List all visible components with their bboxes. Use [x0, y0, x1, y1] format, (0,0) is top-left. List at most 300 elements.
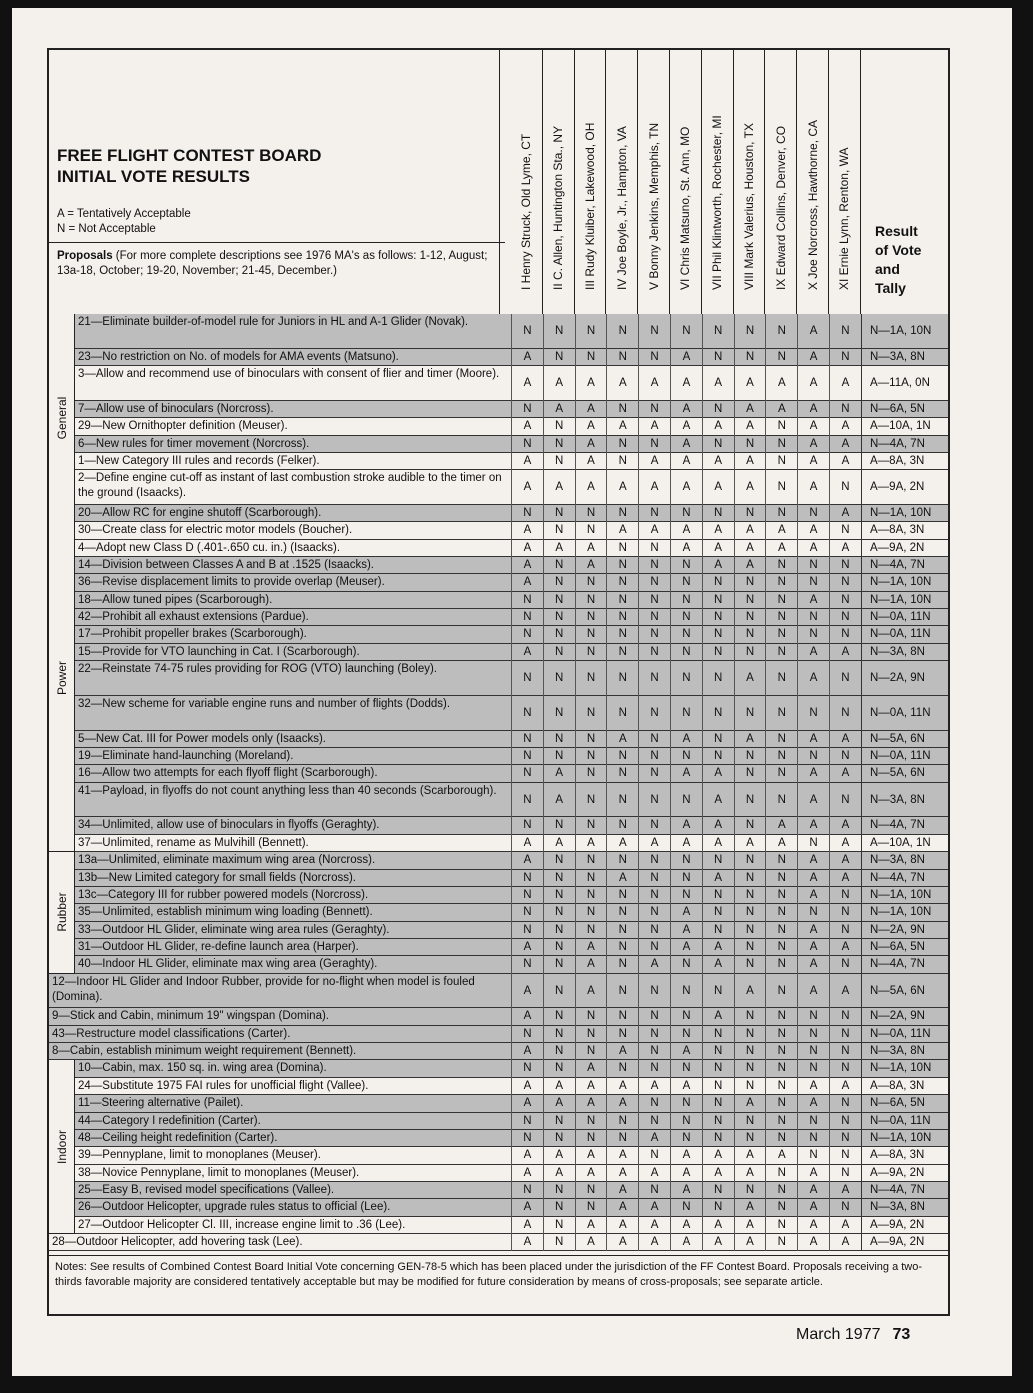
vote-cell: N [543, 1199, 575, 1216]
vote-cell: N [606, 314, 638, 349]
vote-cell: N [702, 644, 734, 661]
vote-cell: N [606, 1113, 638, 1130]
vote-cell: N [734, 574, 766, 591]
vote-cell: N [511, 1060, 543, 1077]
tally-cell: N—2A, 9N [861, 922, 948, 939]
vote-cell: N [765, 956, 797, 973]
vote-cell: N [702, 626, 734, 643]
vote-cell: N [765, 557, 797, 574]
vote-cell: N [829, 349, 861, 366]
tally-cell: A—8A, 3N [861, 522, 948, 539]
vote-cell: A [702, 939, 734, 956]
district-name: I Henry Struck, Old Lyme, CT [519, 133, 534, 290]
vote-cell: A [797, 1078, 829, 1095]
proposal-text: 2—Define engine cut-off as instant of last combustion stroke audible to the timer on the ground (Isaacks). [78, 472, 502, 500]
vote-cell: A [606, 522, 638, 539]
vote-cell: N [829, 470, 861, 505]
vote-cell: N [511, 592, 543, 609]
vote-cell: A [670, 418, 702, 435]
vote-cell: A [702, 453, 734, 470]
vote-cell: N [797, 1043, 829, 1060]
vote-cell: N [511, 904, 543, 921]
vote-cell: N [638, 592, 670, 609]
vote-cell: A [829, 366, 861, 401]
vote-cell: A [797, 817, 829, 834]
proposal-text: 20—Allow RC for engine shutoff (Scarborough). [78, 506, 322, 519]
vote-cell: A [511, 366, 543, 401]
vote-cell: A [670, 1147, 702, 1164]
table-row [49, 956, 948, 973]
vote-cell: A [829, 852, 861, 869]
table-row [49, 904, 948, 921]
proposal-text: 33—Outdoor HL Glider, eliminate wing area rules (Geraghty). [78, 923, 390, 936]
vote-cell: N [511, 626, 543, 643]
vote-cell: N [575, 1026, 607, 1043]
vote-cell: N [575, 661, 607, 696]
tally-cell: A—8A, 3N [861, 1078, 948, 1095]
vote-cell: N [543, 453, 575, 470]
table-row [49, 817, 948, 834]
table-row [49, 470, 948, 505]
vote-cell: A [575, 1147, 607, 1164]
district-name: XI Ernie Lynn, Renton, WA [837, 147, 852, 290]
vote-cell: N [670, 644, 702, 661]
vote-cell: A [829, 731, 861, 748]
vote-cell: N [670, 870, 702, 887]
vote-cell: A [829, 817, 861, 834]
legend-not-acceptable: N = Not Acceptable [57, 223, 156, 235]
vote-cell: N [829, 522, 861, 539]
vote-cell: N [734, 922, 766, 939]
group-label: Rubber [54, 892, 69, 933]
vote-cell: N [543, 1234, 575, 1251]
vote-cell: N [829, 783, 861, 818]
vote-cell: N [734, 939, 766, 956]
vote-cell: N [829, 1199, 861, 1216]
vote-cell: N [638, 505, 670, 522]
vote-cell: N [702, 887, 734, 904]
vote-cell: A [702, 418, 734, 435]
proposal-text: 16—Allow two attempts for each flyoff flight (Scarborough). [78, 767, 378, 780]
vote-cell: N [543, 1182, 575, 1199]
district-name: VI Chris Matsuno, St. Ann, MO [678, 126, 693, 290]
vote-cell: A [606, 731, 638, 748]
vote-cell: N [670, 748, 702, 765]
vote-cell: N [829, 1008, 861, 1025]
vote-cell: N [670, 783, 702, 818]
vote-cell: A [797, 1095, 829, 1112]
vote-cell: N [670, 661, 702, 696]
vote-cell: A [702, 557, 734, 574]
proposal-text: 38—Novice Pennyplane, limit to monoplanes (Meuser). [78, 1166, 360, 1179]
vote-cell: N [575, 1130, 607, 1147]
vote-cell: N [511, 1113, 543, 1130]
vote-cell: N [511, 1182, 543, 1199]
vote-cell: A [670, 835, 702, 852]
table-row [49, 731, 948, 748]
vote-cell: A [734, 1147, 766, 1164]
vote-cell: N [511, 1026, 543, 1043]
tally-cell: N—3A, 8N [861, 349, 948, 366]
table-row [49, 1199, 948, 1216]
vote-cell: N [734, 870, 766, 887]
tally-cell: N—6A, 5N [861, 939, 948, 956]
proposal-text: 11—Steering alternative (Pailet). [78, 1097, 244, 1110]
vote-cell: N [829, 1147, 861, 1164]
vote-cell: A [765, 366, 797, 401]
vote-cell: N [511, 922, 543, 939]
vote-cell: N [734, 1060, 766, 1077]
vote-cell: N [543, 1026, 575, 1043]
vote-cell: N [670, 505, 702, 522]
vote-cell: N [765, 748, 797, 765]
vote-cell: N [797, 557, 829, 574]
vote-cell: A [797, 540, 829, 557]
vote-cell: N [543, 661, 575, 696]
vote-cell: N [638, 904, 670, 921]
vote-cell: N [543, 1008, 575, 1025]
vote-cell: A [797, 870, 829, 887]
vote-cell: N [543, 609, 575, 626]
vote-cell: N [638, 852, 670, 869]
vote-cell: A [511, 418, 543, 435]
vote-cell: A [511, 939, 543, 956]
vote-cell: A [511, 974, 543, 1009]
vote-cell: N [829, 1060, 861, 1077]
vote-cell: A [702, 540, 734, 557]
vote-cell: A [797, 852, 829, 869]
vote-cell: N [543, 904, 575, 921]
vote-cell: A [670, 1182, 702, 1199]
notes: Notes: See results of Combined Contest Board Initial Vote concerning GEN-78-5 which has been placed under the jurisdiction of the FF Contest Board. Proposals receiving a two-thirds favorable majority are considered tentatively acceptable but may be modified for future consideration by means of cross-proposals; see separate article. [49, 1255, 948, 1294]
vote-cell: A [829, 453, 861, 470]
vote-cell: N [638, 1113, 670, 1130]
vote-cell: A [734, 1199, 766, 1216]
vote-cell: N [702, 1026, 734, 1043]
vote-cell: N [511, 956, 543, 973]
vote-cell: A [797, 731, 829, 748]
table-row [49, 644, 948, 661]
legend [57, 207, 191, 237]
vote-cell: N [511, 661, 543, 696]
district-header [797, 50, 829, 314]
vote-cell: A [606, 1182, 638, 1199]
vote-cell: A [670, 1217, 702, 1234]
vote-cell: A [511, 1217, 543, 1234]
vote-cell: A [511, 470, 543, 505]
vote-cell: N [543, 522, 575, 539]
vote-cell: A [797, 922, 829, 939]
vote-cell: A [829, 436, 861, 453]
vote-cell: A [575, 939, 607, 956]
group-label-cell [49, 314, 75, 522]
vote-cell: N [765, 661, 797, 696]
vote-cell: N [734, 644, 766, 661]
vote-cell: A [575, 366, 607, 401]
vote-cell: A [638, 835, 670, 852]
vote-cell: N [638, 1060, 670, 1077]
vote-cell: N [575, 644, 607, 661]
district-name: IV Joe Boyle, Jr., Hampton, VA [614, 126, 629, 290]
vote-cell: A [797, 592, 829, 609]
vote-cell: N [543, 887, 575, 904]
vote-cell: A [638, 956, 670, 973]
vote-cell: N [765, 1182, 797, 1199]
table-row [49, 748, 948, 765]
table-row [49, 1095, 948, 1112]
vote-cell: A [670, 366, 702, 401]
vote-cell: A [702, 1217, 734, 1234]
table-row [49, 783, 948, 818]
vote-cell: N [702, 574, 734, 591]
tally-cell: N—4A, 7N [861, 956, 948, 973]
table-row [49, 1234, 948, 1251]
vote-cell: N [606, 696, 638, 731]
vote-cell: N [638, 696, 670, 731]
vote-cell: A [765, 817, 797, 834]
vote-cell: N [638, 922, 670, 939]
vote-cell: A [511, 349, 543, 366]
vote-cell: A [543, 835, 575, 852]
page-number: 73 [892, 1326, 911, 1343]
vote-cell: N [638, 661, 670, 696]
vote-cell: N [543, 956, 575, 973]
table-row [49, 852, 948, 869]
vote-cell: A [575, 540, 607, 557]
tally-cell: N—5A, 6N [861, 765, 948, 782]
vote-cell: N [575, 1113, 607, 1130]
vote-cell: N [606, 974, 638, 1009]
vote-cell: N [670, 1095, 702, 1112]
tally-cell: A—10A, 1N [861, 835, 948, 852]
district-header [734, 50, 766, 314]
vote-cell: N [765, 870, 797, 887]
vote-cell: N [670, 852, 702, 869]
vote-cell: N [511, 401, 543, 418]
district-header [702, 50, 734, 314]
vote-cell: N [797, 1026, 829, 1043]
vote-cell: A [797, 314, 829, 349]
proposal-text: 10—Cabin, max. 150 sq. in. wing area (Domina). [78, 1062, 327, 1075]
vote-cell: N [543, 696, 575, 731]
vote-cell: A [734, 1234, 766, 1251]
vote-cell: A [702, 783, 734, 818]
vote-cell: N [543, 592, 575, 609]
tally-cell: N—6A, 5N [861, 1095, 948, 1112]
vote-cell: N [797, 1147, 829, 1164]
proposal-text: 8—Cabin, establish minimum weight requirement (Bennett). [52, 1045, 357, 1058]
tally-cell: N—1A, 10N [861, 1060, 948, 1077]
vote-cell: A [511, 1078, 543, 1095]
vote-cell: N [670, 626, 702, 643]
district-header [511, 50, 543, 314]
tally-cell: N—1A, 10N [861, 1130, 948, 1147]
table-row [49, 1130, 948, 1147]
table-row [49, 1026, 948, 1043]
vote-cell: A [670, 904, 702, 921]
vote-cell: A [797, 956, 829, 973]
vote-cell: N [797, 696, 829, 731]
vote-cell: A [829, 540, 861, 557]
vote-cell: N [543, 817, 575, 834]
vote-cell: A [734, 835, 766, 852]
table-row [49, 366, 948, 401]
vote-cell: A [702, 1165, 734, 1182]
vote-cell: N [765, 314, 797, 349]
vote-cell: A [702, 522, 734, 539]
table-row [49, 522, 948, 539]
vote-cell: A [543, 401, 575, 418]
table-row [49, 765, 948, 782]
vote-cell: A [797, 436, 829, 453]
table-row [49, 1182, 948, 1199]
proposal-text: 36—Revise displacement limits to provide overlap (Meuser). [78, 576, 385, 589]
vote-cell: N [829, 1095, 861, 1112]
vote-cell: A [543, 765, 575, 782]
proposal-text: 7—Allow use of binoculars (Norcross). [78, 402, 274, 415]
vote-cell: N [829, 887, 861, 904]
tally-cell: N—3A, 8N [861, 852, 948, 869]
vote-cell: A [575, 835, 607, 852]
vote-cell: N [734, 609, 766, 626]
group-label-cell [49, 852, 75, 974]
vote-cell: N [829, 314, 861, 349]
vote-cell: N [638, 1182, 670, 1199]
vote-cell: A [575, 418, 607, 435]
vote-cell: N [734, 956, 766, 973]
vote-cell: N [702, 401, 734, 418]
vote-cell: A [734, 557, 766, 574]
proposal-text: 43—Restructure model classifications (Carter). [52, 1027, 291, 1040]
vote-cell: N [606, 1130, 638, 1147]
vote-cell: A [511, 644, 543, 661]
proposal-text: 15—Provide for VTO launching in Cat. I (Scarborough). [78, 645, 360, 658]
vote-cell: A [765, 835, 797, 852]
table-row [49, 1217, 948, 1234]
vote-cell: A [606, 870, 638, 887]
vote-cell: N [670, 609, 702, 626]
vote-cell: A [829, 835, 861, 852]
tally-cell: N—1A, 10N [861, 904, 948, 921]
vote-cell: N [638, 644, 670, 661]
vote-cell: A [797, 1182, 829, 1199]
vote-cell: N [606, 904, 638, 921]
vote-cell: N [670, 887, 702, 904]
vote-cell: A [797, 1217, 829, 1234]
vote-cell: N [702, 1078, 734, 1095]
vote-cell: N [606, 956, 638, 973]
vote-cell: A [829, 418, 861, 435]
vote-cell: N [765, 1234, 797, 1251]
vote-cell: N [638, 574, 670, 591]
vote-cell: N [765, 852, 797, 869]
vote-cell: N [829, 904, 861, 921]
vote-cell: N [765, 626, 797, 643]
proposal-text: 19—Eliminate hand-launching (Moreland). [78, 750, 294, 762]
vote-cell: A [575, 470, 607, 505]
vote-cell: N [575, 904, 607, 921]
proposal-text: 37—Unlimited, rename as Mulvihill (Bennett). [78, 836, 309, 849]
district-name: II C. Allen, Huntington Sta., NY [551, 125, 566, 290]
vote-cell: N [638, 609, 670, 626]
vote-cell: N [734, 696, 766, 731]
vote-cell: A [765, 540, 797, 557]
vote-cell: A [797, 1199, 829, 1216]
vote-cell: N [702, 661, 734, 696]
proposal-text: 42—Prohibit all exhaust extensions (Pardue). [78, 611, 309, 624]
vote-cell: N [606, 765, 638, 782]
district-header [829, 50, 861, 314]
vote-cell: A [670, 1165, 702, 1182]
vote-cell: A [829, 1078, 861, 1095]
vote-cell: N [638, 870, 670, 887]
vote-cell: N [670, 1130, 702, 1147]
proposal-text: 4—Adopt new Class D (.401-.650 cu. in.) (Isaacks). [78, 541, 341, 554]
vote-cell: N [511, 731, 543, 748]
vote-cell: N [702, 505, 734, 522]
vote-cell: N [734, 314, 766, 349]
vote-cell: A [670, 922, 702, 939]
vote-cell: N [765, 1060, 797, 1077]
vote-cell: N [606, 887, 638, 904]
district-header [670, 50, 702, 314]
vote-cell: N [575, 1182, 607, 1199]
vote-cell: N [543, 1043, 575, 1060]
vote-cell: N [765, 609, 797, 626]
proposal-text: 22—Reinstate 74-75 rules providing for ROG (VTO) launching (Boley). [78, 663, 438, 676]
vote-cell: N [543, 557, 575, 574]
vote-cell: N [797, 1008, 829, 1025]
header-info-block [49, 50, 500, 314]
vote-cell: N [734, 1008, 766, 1025]
vote-cell: N [606, 557, 638, 574]
vote-cell: N [702, 1130, 734, 1147]
vote-cell: N [511, 748, 543, 765]
vote-cell: N [765, 904, 797, 921]
vote-cell: N [765, 1130, 797, 1147]
table-row [49, 1147, 948, 1164]
vote-cell: A [829, 644, 861, 661]
vote-cell: N [638, 887, 670, 904]
proposal-text: 12—Indoor HL Glider and Indoor Rubber, provide for no-flight when model is fouled (Domina). [52, 975, 475, 1003]
vote-cell: N [606, 1008, 638, 1025]
vote-cell: N [575, 314, 607, 349]
vote-cell: N [797, 835, 829, 852]
vote-cell: N [606, 1026, 638, 1043]
vote-cell: N [702, 1182, 734, 1199]
tally-cell: N—4A, 7N [861, 436, 948, 453]
vote-cell: A [638, 1165, 670, 1182]
tally-cell: A—9A, 2N [861, 1234, 948, 1251]
vote-cell: N [543, 314, 575, 349]
vote-cell: N [829, 748, 861, 765]
district-header [543, 50, 575, 314]
vote-cell: N [575, 887, 607, 904]
vote-cell: N [765, 1217, 797, 1234]
vote-cell: N [575, 505, 607, 522]
vote-cell: A [606, 470, 638, 505]
table-row [49, 939, 948, 956]
legend-acceptable: A = Tentatively Acceptable [57, 208, 191, 220]
proposal-text: 18—Allow tuned pipes (Scarborough). [78, 593, 273, 606]
vote-cell: A [606, 366, 638, 401]
vote-cell: A [702, 1008, 734, 1025]
vote-cell: N [638, 1043, 670, 1060]
vote-cell: A [797, 401, 829, 418]
vote-cell: N [638, 401, 670, 418]
vote-cell: A [606, 835, 638, 852]
vote-cell: A [606, 1199, 638, 1216]
